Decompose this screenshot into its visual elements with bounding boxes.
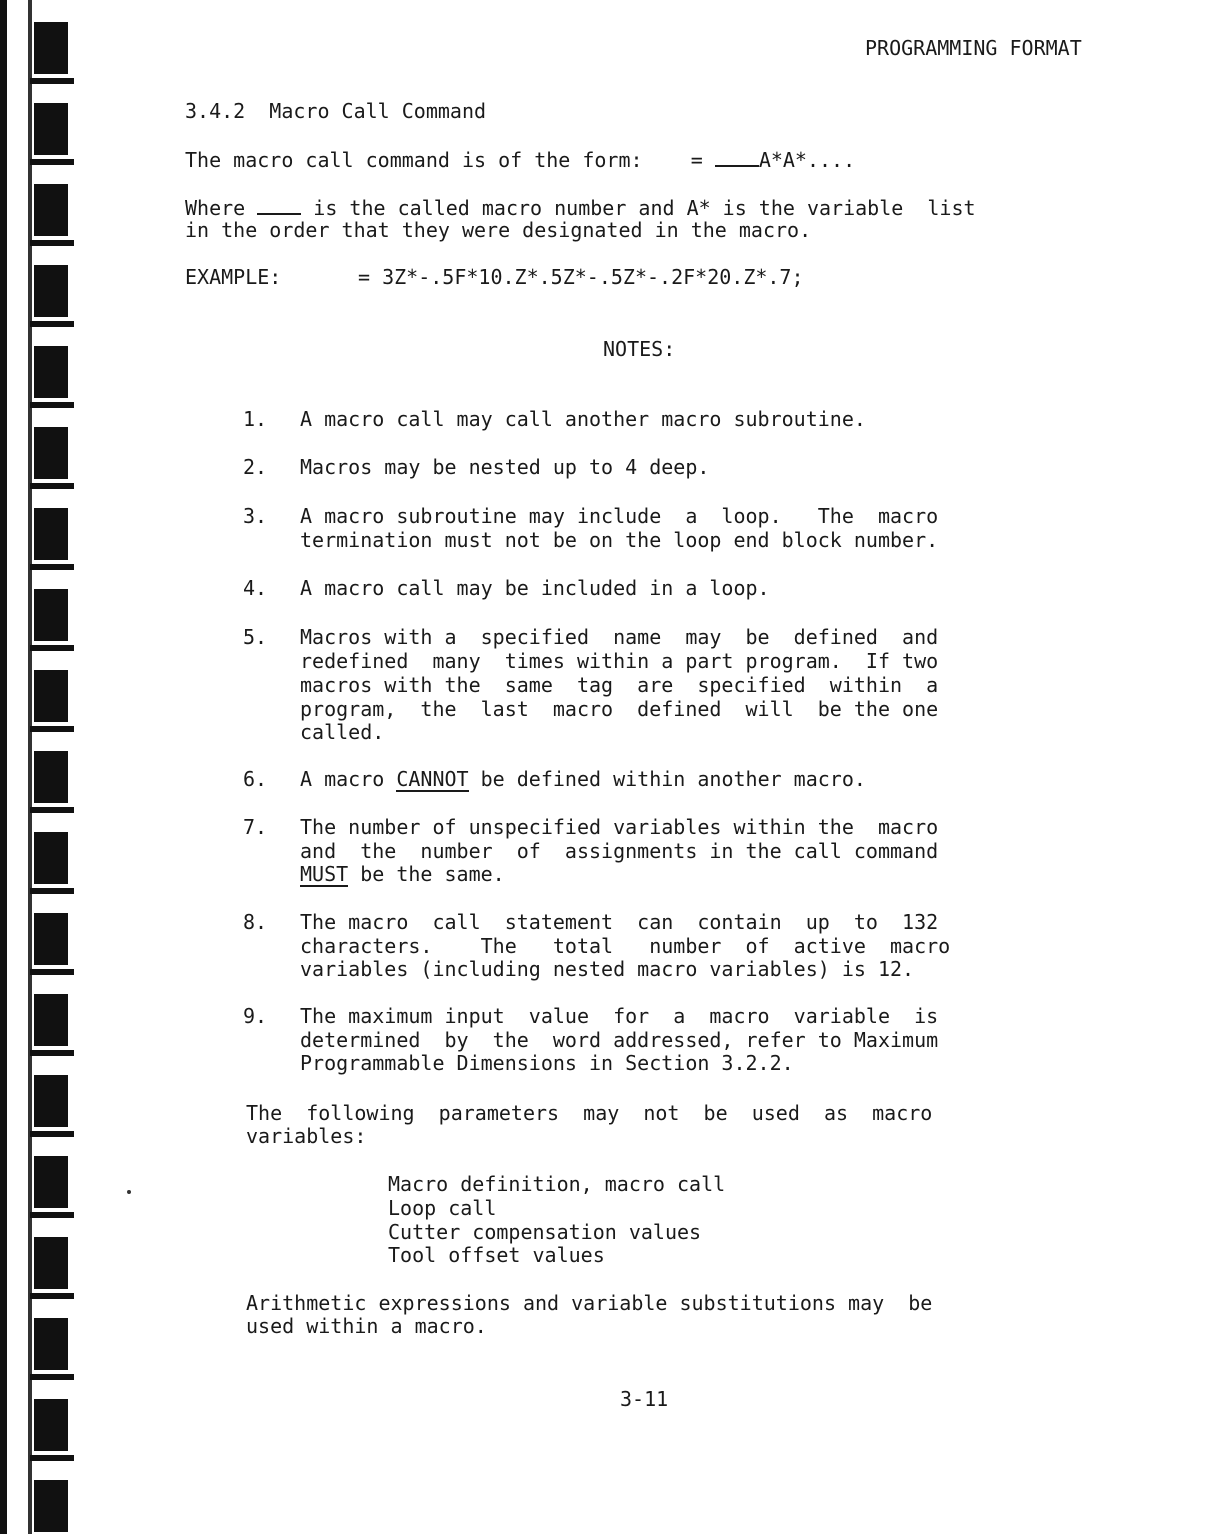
param-item: Loop call [388, 1196, 497, 1220]
binding-hole [34, 508, 68, 560]
binding-hole-shadow [30, 1374, 74, 1380]
binding-hole [34, 832, 68, 884]
notes-title: NOTES: [603, 337, 676, 361]
note-number: 8. [243, 910, 268, 934]
binding-hole-shadow [30, 1050, 74, 1056]
binding-hole-shadow [30, 1455, 74, 1461]
note-text: termination must not be on the loop end block number. [300, 528, 939, 552]
binding-hole [34, 22, 68, 74]
binding-hole-shadow [30, 159, 74, 165]
binding-hole [34, 1237, 68, 1289]
note-text: A macro call may be included in a loop. [300, 576, 770, 600]
binding-hole [34, 994, 68, 1046]
binding-hole-shadow [30, 402, 74, 408]
note-text: determined by the word addressed, refer to Maximum [300, 1028, 939, 1052]
binding-hole [34, 1075, 68, 1127]
running-header: PROGRAMMING FORMAT [865, 36, 1082, 60]
binding-hole-shadow [30, 240, 74, 246]
note-text: redefined many times within a part program. If two [300, 649, 939, 673]
note-text: A macro CANNOT be defined within another macro. [300, 767, 866, 791]
note-text: variables (including nested macro variables) is 12. [300, 957, 915, 981]
note-text: A macro subroutine may include a loop. The macro [300, 504, 939, 528]
binding-hole-shadow [30, 1293, 74, 1299]
note-number: 4. [243, 576, 268, 600]
note-text: The number of unspecified variables within the macro [300, 815, 939, 839]
binding-hole [34, 103, 68, 155]
param-item: Tool offset values [388, 1243, 605, 1267]
note-text: macros with the same tag are specified within a [300, 673, 939, 697]
macro-number-blank [715, 147, 759, 167]
form-statement: The macro call command is of the form: = A*A*.... [185, 148, 856, 172]
example-label: EXAMPLE: [185, 265, 282, 289]
scan-speck [127, 1190, 131, 1194]
note-number: 7. [243, 815, 268, 839]
note-number: 1. [243, 407, 268, 431]
note-number: 6. [243, 767, 268, 791]
binding-hole-shadow [30, 78, 74, 84]
note-text: called. [300, 720, 385, 744]
note-number: 3. [243, 504, 268, 528]
binding-hole [34, 751, 68, 803]
binding-hole-shadow [30, 564, 74, 570]
where-line-1: Where is the called macro number and A* is the variable list [185, 196, 976, 220]
binding-hole [34, 1399, 68, 1451]
binding-hole [34, 670, 68, 722]
note-text: MUST be the same. [300, 862, 505, 886]
binding-hole-shadow [30, 807, 74, 813]
binding-hole-shadow [30, 483, 74, 489]
note-text: and the number of assignments in the call command [300, 839, 939, 863]
binding-edge [0, 0, 80, 1534]
binding-hole-shadow [30, 1131, 74, 1137]
section-heading: 3.4.2 Macro Call Command [185, 99, 487, 123]
macro-number-blank [257, 195, 301, 215]
param-item: Cutter compensation values [388, 1220, 702, 1244]
binding-hole-shadow [30, 888, 74, 894]
binding-hole [34, 346, 68, 398]
params-intro: The following parameters may not be used as macro [246, 1101, 933, 1125]
closing-text: used within a macro. [246, 1314, 487, 1338]
note-number: 2. [243, 455, 268, 479]
binding-hole [34, 184, 68, 236]
binding-hole [34, 427, 68, 479]
note-text: program, the last macro defined will be the one [300, 697, 939, 721]
binding-hole-shadow [30, 726, 74, 732]
emphasis-must: MUST [300, 862, 349, 886]
binding-hole [34, 1480, 68, 1532]
binding-hole-shadow [30, 645, 74, 651]
note-number: 5. [243, 625, 268, 649]
emphasis-cannot: CANNOT [396, 767, 469, 791]
example-value: = 3Z*-.5F*10.Z*.5Z*-.5Z*-.2F*20.Z*.7; [358, 265, 804, 289]
binding-hole [34, 1156, 68, 1208]
page-number: 3-11 [620, 1387, 669, 1411]
note-text: The maximum input value for a macro variable is [300, 1004, 939, 1028]
binding-hole-shadow [30, 969, 74, 975]
note-text: A macro call may call another macro subroutine. [300, 407, 866, 431]
binding-hole [34, 913, 68, 965]
binding-hole-shadow [30, 1212, 74, 1218]
binding-hole-shadow [30, 321, 74, 327]
note-text: Macros with a specified name may be defined and [300, 625, 939, 649]
note-text: Programmable Dimensions in Section 3.2.2. [300, 1051, 794, 1075]
where-line-2: in the order that they were designated in the macro. [185, 218, 812, 242]
closing-text: Arithmetic expressions and variable substitutions may be [246, 1291, 933, 1315]
note-text: The macro call statement can contain up to 132 [300, 910, 939, 934]
params-intro: variables: [246, 1124, 367, 1148]
note-number: 9. [243, 1004, 268, 1028]
binding-hole [34, 265, 68, 317]
param-item: Macro definition, macro call [388, 1172, 726, 1196]
binding-hole [34, 1318, 68, 1370]
binding-hole [34, 589, 68, 641]
note-text: characters. The total number of active macro [300, 934, 951, 958]
note-text: Macros may be nested up to 4 deep. [300, 455, 710, 479]
